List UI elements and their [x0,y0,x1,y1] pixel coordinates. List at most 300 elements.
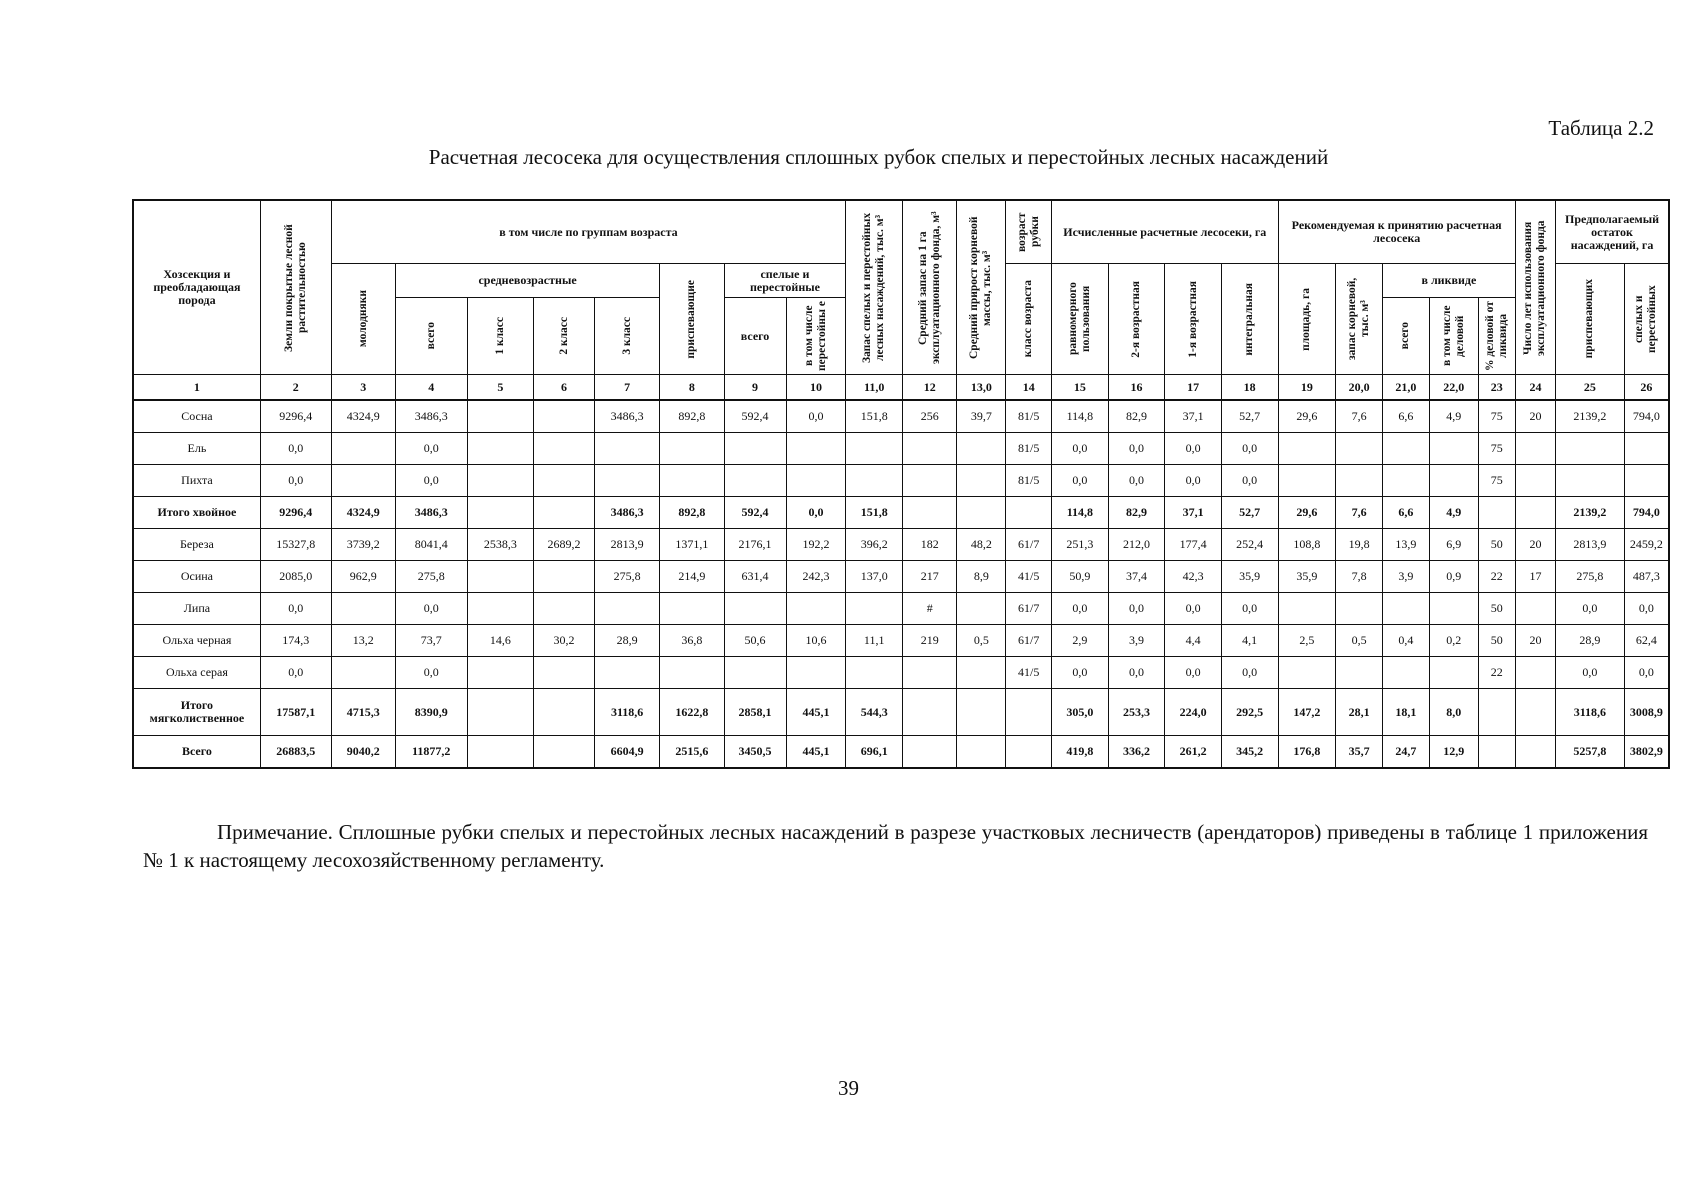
table-cell: 275,8 [395,561,467,593]
column-number: 17 [1165,375,1222,401]
table-cell: 28,1 [1336,689,1383,736]
table-cell: 147,2 [1278,689,1336,736]
table-cell: 2085,0 [260,561,331,593]
table-cell [331,433,395,465]
table-cell: 35,9 [1221,561,1278,593]
header-middle-aged: средневозрастные [395,264,659,298]
column-number: 19 [1278,375,1336,401]
table-cell [660,465,724,497]
table-row [133,561,1669,593]
header-class-1: 1 класс [467,298,533,375]
table-cell [1336,657,1383,689]
table-row [133,465,1669,497]
column-number: 8 [660,375,724,401]
header-mid-total: всего [395,298,467,375]
row-label: Ольха черная [133,625,260,657]
table-cell [467,400,533,433]
table-cell [1515,593,1555,625]
header-remainder: Предполагаемый остаток насаждений, га [1556,200,1669,264]
header-age-groups: в том числе по группам возраста [331,200,846,264]
header-calculated: Исчисленные расчетные лесосеки, га [1052,200,1278,264]
table-cell: 61/7 [1006,593,1052,625]
table-cell [902,657,956,689]
table-cell: 4715,3 [331,689,395,736]
table-cell [331,657,395,689]
table-cell [1336,465,1383,497]
table-cell [1556,433,1625,465]
table-row [133,529,1669,561]
table-cell: 3008,9 [1624,689,1669,736]
table-cell [902,433,956,465]
table-cell: 20 [1515,529,1555,561]
table-cell [1382,433,1429,465]
table-cell: 2538,3 [467,529,533,561]
table-cell [534,689,595,736]
table-cell: 0,2 [1429,625,1478,657]
column-number: 18 [1221,375,1278,401]
table-cell: 50 [1478,625,1515,657]
column-number: 25 [1556,375,1625,401]
table-cell [534,497,595,529]
table-cell: 9296,4 [260,497,331,529]
table-cell: 61/7 [1006,625,1052,657]
table-cell: 81/5 [1006,400,1052,433]
table-cell [846,433,903,465]
table-cell: 73,7 [395,625,467,657]
table-cell: 892,8 [660,497,724,529]
table-cell: 253,3 [1108,689,1165,736]
header-premature: приспевающие [660,264,724,375]
column-number: 13,0 [957,375,1006,401]
table-cell: 2813,9 [1556,529,1625,561]
table-cell: 14,6 [467,625,533,657]
table-cell [1478,689,1515,736]
table-cell [1278,593,1336,625]
table-label: Таблица 2.2 [1548,116,1654,140]
column-number: 24 [1515,375,1555,401]
table-cell [660,657,724,689]
table-cell: 108,8 [1278,529,1336,561]
table-cell: 0,0 [395,593,467,625]
table-cell [1478,497,1515,529]
table-cell: 114,8 [1052,400,1109,433]
table-cell: 37,4 [1108,561,1165,593]
table-cell: 962,9 [331,561,395,593]
table-cell [902,736,956,769]
table-cell: 81/5 [1006,433,1052,465]
table-cell: 0,0 [1165,465,1222,497]
table-cell: 75 [1478,465,1515,497]
header-ripe-total: всего [724,298,786,375]
table-cell: 2459,2 [1624,529,1669,561]
table-cell [594,433,659,465]
column-number: 12 [902,375,956,401]
table-cell: 3486,3 [594,400,659,433]
table-cell: 29,6 [1278,400,1336,433]
table-cell: 3486,3 [594,497,659,529]
table-cell [957,465,1006,497]
table-cell [1429,465,1478,497]
table-cell [594,593,659,625]
table-cell: 224,0 [1165,689,1222,736]
table-cell: 176,8 [1278,736,1336,769]
table-cell: 0,5 [957,625,1006,657]
column-number: 7 [594,375,659,401]
table-cell: 3118,6 [1556,689,1625,736]
table-cell: 30,2 [534,625,595,657]
row-label: Ольха серая [133,657,260,689]
table-cell [1336,593,1383,625]
table-row [133,689,1669,736]
header-uniform: равномерного пользования [1052,264,1109,375]
table-cell [467,433,533,465]
table-cell: 8,9 [957,561,1006,593]
table-cell [1478,736,1515,769]
header-forest-land: Земли покрытые лесной растительностью [260,200,331,375]
table-row [133,657,1669,689]
table-cell: 22 [1478,657,1515,689]
table-cell [724,657,786,689]
table-cell: 114,8 [1052,497,1109,529]
header-area: площадь, га [1278,264,1336,375]
header-root-stock: запас корневой, тыс. м³ [1336,264,1383,375]
table-cell: 22 [1478,561,1515,593]
table-cell: 82,9 [1108,400,1165,433]
table-cell: 0,0 [786,497,846,529]
table-cell: 0,0 [260,657,331,689]
table-cell [1382,593,1429,625]
table-cell [534,736,595,769]
table-cell: 35,7 [1336,736,1383,769]
table-cell: 305,0 [1052,689,1109,736]
table-cell: 36,8 [660,625,724,657]
table-cell: 24,7 [1382,736,1429,769]
table-cell: 794,0 [1624,497,1669,529]
table-cell: 7,8 [1336,561,1383,593]
header-young: молодняки [331,264,395,375]
table-cell: 0,0 [1556,657,1625,689]
table-cell: 6,9 [1429,529,1478,561]
header-years-use: Число лет использования эксплуатационного фонда [1515,200,1555,375]
row-label: Осина [133,561,260,593]
table-cell: 3486,3 [395,400,467,433]
table-cell: 0,0 [395,657,467,689]
table-cell: 1622,8 [660,689,724,736]
table-cell [1006,689,1052,736]
table-cell: 0,9 [1429,561,1478,593]
table-cell [467,465,533,497]
table-cell [846,593,903,625]
column-number: 10 [786,375,846,401]
table-cell: 8,0 [1429,689,1478,736]
table-cell: 2,9 [1052,625,1109,657]
table-cell: 4,4 [1165,625,1222,657]
table-cell: 52,7 [1221,497,1278,529]
header-liquid-total: всего [1382,298,1429,375]
table-cell: 13,9 [1382,529,1429,561]
table-row [133,736,1669,769]
table-cell: 192,2 [786,529,846,561]
table-cell: 2,5 [1278,625,1336,657]
table-cell: # [902,593,956,625]
table-cell [331,593,395,625]
table-cell: 0,0 [1221,433,1278,465]
table-cell [1515,689,1555,736]
table-cell: 487,3 [1624,561,1669,593]
table-cell [1382,657,1429,689]
table-cell [957,736,1006,769]
table-body [133,400,1669,768]
row-label: Береза [133,529,260,561]
column-number: 5 [467,375,533,401]
table-cell: 182 [902,529,956,561]
table-cell [660,593,724,625]
column-number: 3 [331,375,395,401]
table-cell: 50,9 [1052,561,1109,593]
table-cell: 4,9 [1429,400,1478,433]
table-cell: 242,3 [786,561,846,593]
table-cell: 0,0 [1108,593,1165,625]
table-cell: 29,6 [1278,497,1336,529]
column-number: 9 [724,375,786,401]
header-age-class: класс возраста [1006,264,1052,375]
header-ripe-overmature: спелые и перестойные [724,264,846,298]
header-first-age: 1-я возрастная [1165,264,1222,375]
table-cell: 177,4 [1165,529,1222,561]
column-number: 26 [1624,375,1669,401]
table-cell: 445,1 [786,689,846,736]
table-cell [902,465,956,497]
column-number: 21,0 [1382,375,1429,401]
table-cell: 0,0 [1108,657,1165,689]
table-cell: 261,2 [1165,736,1222,769]
table-cell [660,433,724,465]
table-cell: 42,3 [1165,561,1222,593]
table-cell: 12,9 [1429,736,1478,769]
table-cell: 50 [1478,593,1515,625]
table-cell: 0,0 [260,593,331,625]
header-avg-growth: Средний прирост корневой массы, тыс. м³ [957,200,1006,375]
table-cell: 0,0 [1052,593,1109,625]
table-cell: 20 [1515,625,1555,657]
table-cell: 445,1 [786,736,846,769]
table-cell: 28,9 [594,625,659,657]
table-cell [1515,736,1555,769]
table-cell [1515,433,1555,465]
table-cell [467,593,533,625]
table-cell: 151,8 [846,400,903,433]
table-cell [846,465,903,497]
table-cell: 52,7 [1221,400,1278,433]
table-cell: 1371,1 [660,529,724,561]
header-recommended: Рекомендуемая к принятию расчетная лесосека [1278,200,1515,264]
row-label: Ель [133,433,260,465]
table-cell: 0,0 [260,433,331,465]
table-cell: 3739,2 [331,529,395,561]
table-cell: 275,8 [594,561,659,593]
header-class-3: 3 класс [594,298,659,375]
header-second-age: 2-я возрастная [1108,264,1165,375]
column-number: 11,0 [846,375,903,401]
table-cell [467,561,533,593]
table-cell [1515,465,1555,497]
table-cell: 217 [902,561,956,593]
table-cell: 0,0 [1624,593,1669,625]
table-cell: 0,0 [786,400,846,433]
table-cell [1624,465,1669,497]
header-species: Хозсекция и преобладающая порода [133,200,260,375]
column-number: 2 [260,375,331,401]
column-number: 23 [1478,375,1515,401]
table-cell [534,561,595,593]
table-cell: 137,0 [846,561,903,593]
column-numbers-row [133,375,1669,401]
row-label: Итого хвойное [133,497,260,529]
table-cell [786,465,846,497]
table-cell: 2515,6 [660,736,724,769]
table-cell [534,593,595,625]
table-cell: 892,8 [660,400,724,433]
table-cell: 214,9 [660,561,724,593]
table-cell [1429,433,1478,465]
row-label: Пихта [133,465,260,497]
table-cell [594,657,659,689]
table-cell: 9040,2 [331,736,395,769]
table-cell: 6604,9 [594,736,659,769]
table-cell: 48,2 [957,529,1006,561]
table-cell: 592,4 [724,497,786,529]
table-cell: 75 [1478,433,1515,465]
table-cell: 3486,3 [395,497,467,529]
table-cell [467,497,533,529]
header-avg-stock: Средний запас на 1 га эксплуатационного фонда, м³ [902,200,956,375]
table-cell [957,689,1006,736]
table-cell: 0,0 [1221,593,1278,625]
table-cell: 219 [902,625,956,657]
table-cell: 696,1 [846,736,903,769]
header-overmature: в том числе перестойны е [786,298,846,375]
table-cell: 5257,8 [1556,736,1625,769]
table-cell [957,593,1006,625]
header-class-2: 2 класс [534,298,595,375]
table-cell: 62,4 [1624,625,1669,657]
page-number: 39 [838,1076,859,1100]
table-cell [957,657,1006,689]
table-cell: 10,6 [786,625,846,657]
table-cell: 419,8 [1052,736,1109,769]
table-cell: 7,6 [1336,400,1383,433]
header-business-percent: % деловой от ликвида [1478,298,1515,375]
table-cell [1515,497,1555,529]
table-cell: 75 [1478,400,1515,433]
table-cell: 82,9 [1108,497,1165,529]
table-cell: 3,9 [1108,625,1165,657]
table-cell: 0,0 [260,465,331,497]
table-cell [467,657,533,689]
table-row [133,625,1669,657]
table-cell: 0,0 [1221,657,1278,689]
table-cell: 6,6 [1382,497,1429,529]
table-cell: 41/5 [1006,657,1052,689]
header-integral: интегральная [1221,264,1278,375]
table-cell: 37,1 [1165,497,1222,529]
table-cell: 37,1 [1165,400,1222,433]
table-cell [724,465,786,497]
table-cell [1006,497,1052,529]
table-cell: 174,3 [260,625,331,657]
table-cell: 17587,1 [260,689,331,736]
table-cell [1515,657,1555,689]
table-cell: 8041,4 [395,529,467,561]
table-cell [1006,736,1052,769]
table-cell: 4324,9 [331,497,395,529]
note-paragraph: Примечание. Сплошные рубки спелых и перестойных лесных насаждений в разрезе участковых лесничеств (арендаторов) приведены в таблице 1 приложения № 1 к настоящему лесохозяйственному регламенту. [143,820,1648,872]
row-label: Всего [133,736,260,769]
table-cell [902,497,956,529]
table-cell: 4324,9 [331,400,395,433]
table-row [133,433,1669,465]
table-cell: 20 [1515,400,1555,433]
table-cell [957,497,1006,529]
column-number: 15 [1052,375,1109,401]
table-cell: 0,5 [1336,625,1383,657]
table-cell: 2176,1 [724,529,786,561]
table-cell: 0,0 [1556,593,1625,625]
table-cell: 4,1 [1221,625,1278,657]
table-cell: 256 [902,400,956,433]
header-cut-age: возраст рубки [1006,200,1052,264]
table-cell [534,400,595,433]
table-cell [534,657,595,689]
header-ripe-stock: Запас спелых и перестойных лесных насаждений, тыс. м³ [846,200,903,375]
table-cell: 35,9 [1278,561,1336,593]
column-number: 22,0 [1429,375,1478,401]
table-row [133,593,1669,625]
table-cell: 0,0 [395,465,467,497]
table-cell [1556,465,1625,497]
cutting-area-table [132,199,1670,769]
header-liquid: в ликвиде [1382,264,1515,298]
table-row [133,497,1669,529]
table-cell: 0,0 [1165,593,1222,625]
table-cell: 0,0 [1108,465,1165,497]
table-cell: 0,0 [1052,433,1109,465]
table-cell: 794,0 [1624,400,1669,433]
table-cell: 3,9 [1382,561,1429,593]
table-cell [846,657,903,689]
table-cell: 275,8 [1556,561,1625,593]
column-number: 20,0 [1336,375,1383,401]
table-cell: 151,8 [846,497,903,529]
table-cell: 9296,4 [260,400,331,433]
table-cell: 252,4 [1221,529,1278,561]
row-label: Липа [133,593,260,625]
table-cell: 8390,9 [395,689,467,736]
table-cell: 592,4 [724,400,786,433]
header-rest-ripe: спелых и перестойных [1624,264,1669,375]
table-cell [467,689,533,736]
table-cell: 2139,2 [1556,400,1625,433]
table-cell [786,657,846,689]
table-cell [1278,433,1336,465]
table-cell: 11,1 [846,625,903,657]
table-cell: 41/5 [1006,561,1052,593]
table-cell: 0,4 [1382,625,1429,657]
table-cell [724,593,786,625]
table-cell [957,433,1006,465]
table-cell [1429,657,1478,689]
table-cell: 251,3 [1052,529,1109,561]
